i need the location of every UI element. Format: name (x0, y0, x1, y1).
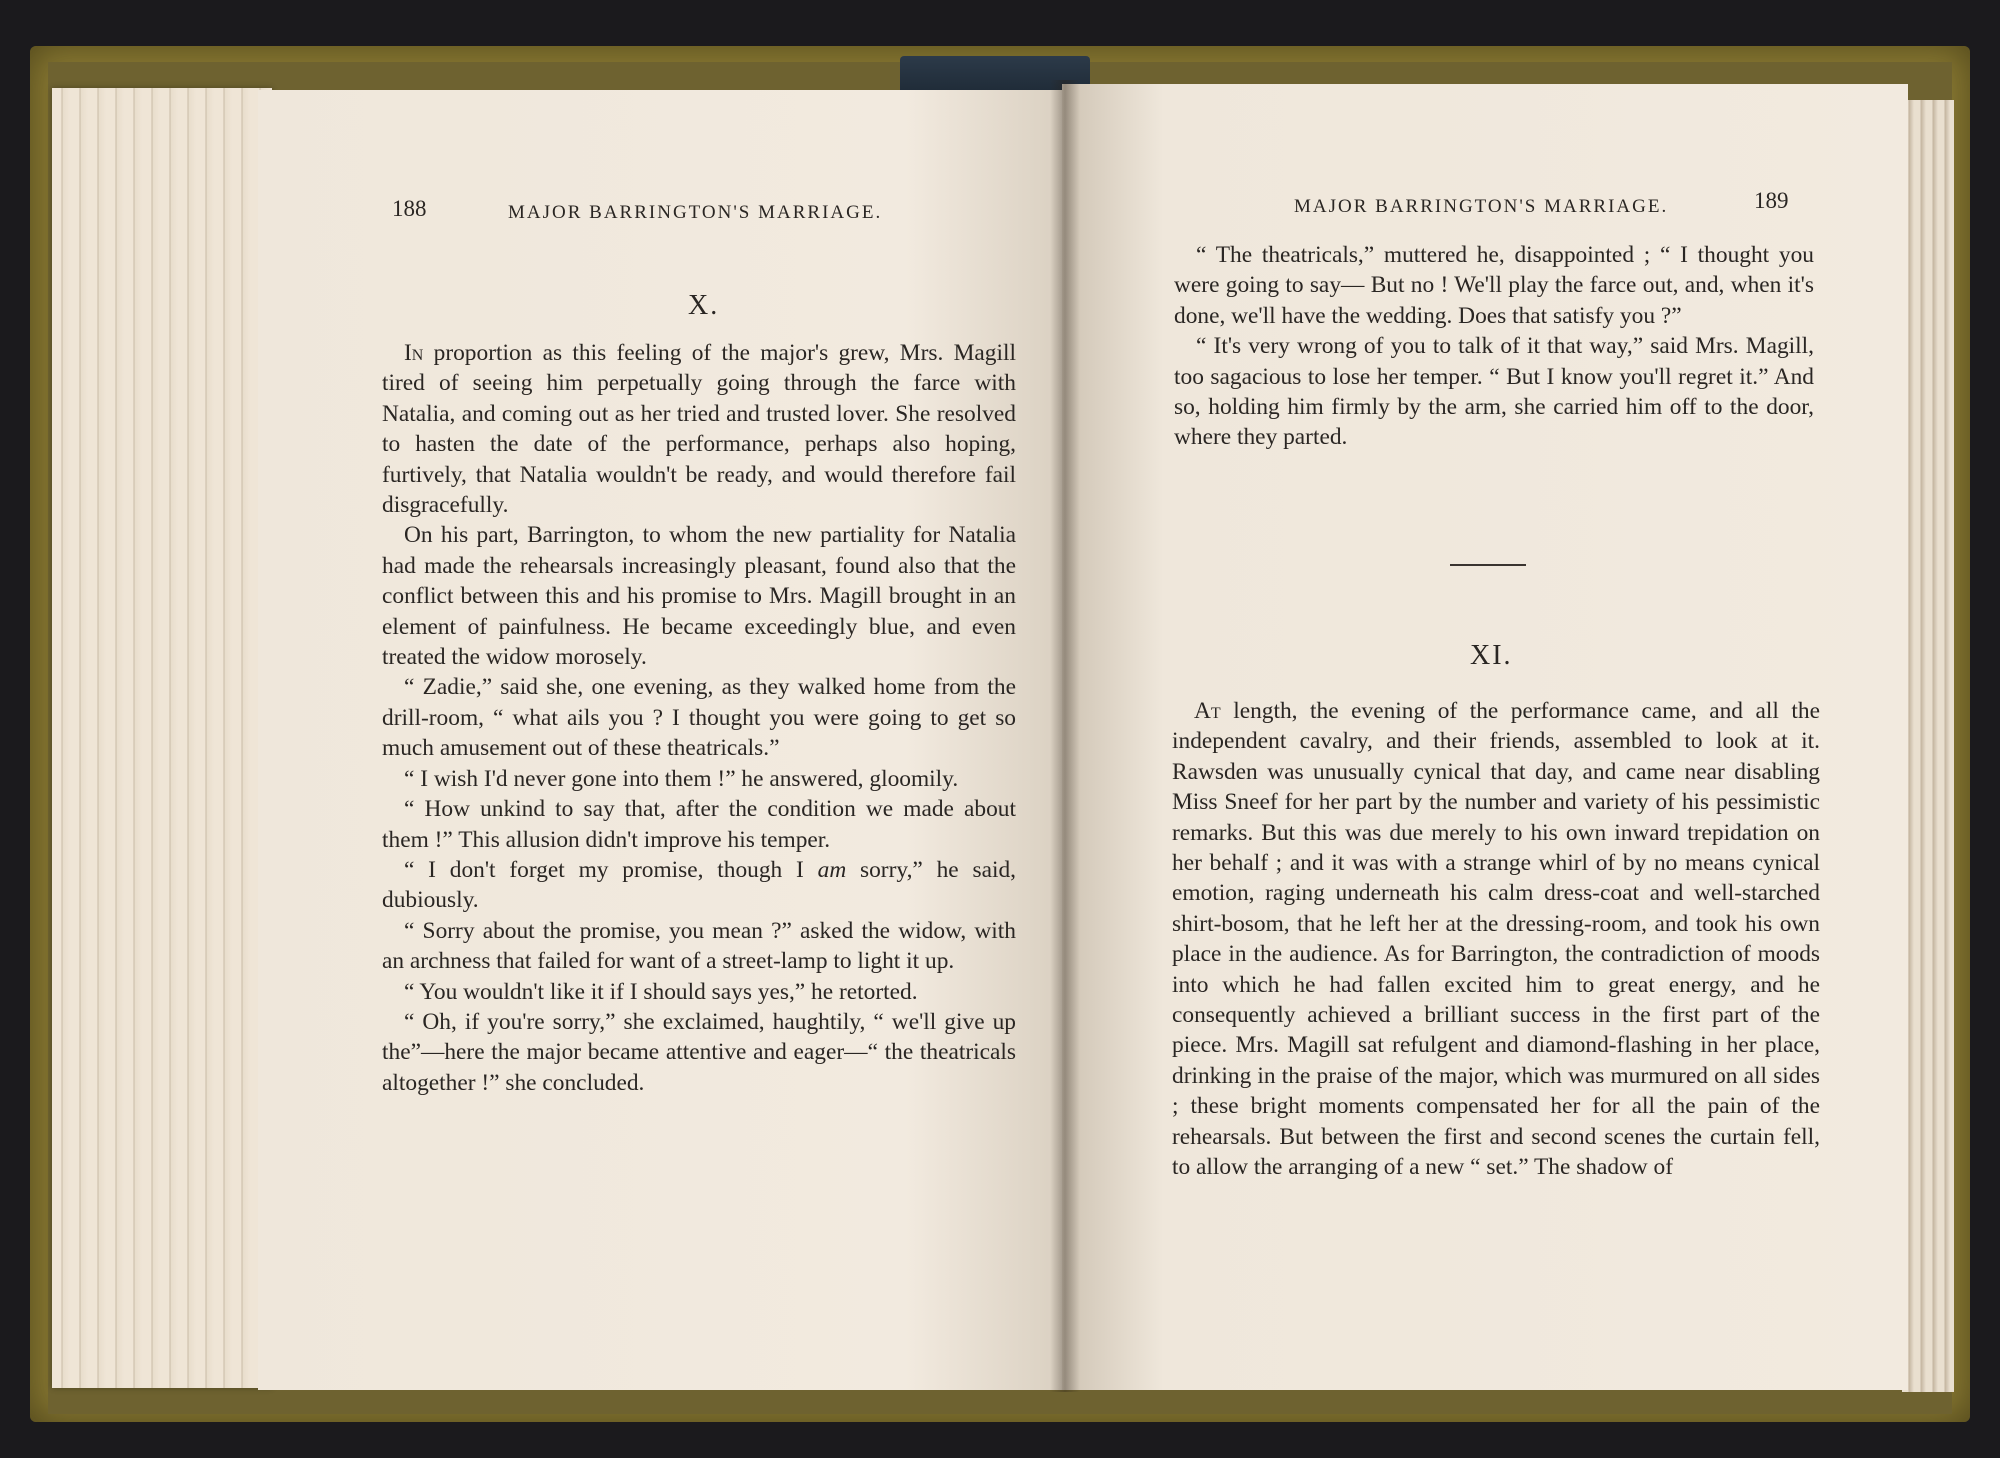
paragraph: “ Zadie,” said she, one evening, as they walked home from the drill-room, “ what ails you ? I thought you were going to get so much amusement out of these theatricals.” (382, 674, 1016, 762)
running-head: MAJOR BARRINGTON'S MARRIAGE. (508, 202, 883, 223)
running-head: MAJOR BARRINGTON'S MARRIAGE. (1294, 196, 1669, 217)
paragraph: In proportion as this feeling of the major's grew, Mrs. Magill tired of seeing him perpetually going through the farce with Natalia, and coming out as her tried and trusted lover. She resolved to hasten the date of the performance, perhaps also hoping, furtively, that Natalia wouldn't be ready, and would therefore fail disgracefully. (382, 340, 1016, 519)
page-number: 188 (392, 196, 427, 221)
body-text-top (1174, 240, 1814, 453)
paragraph: At length, the evening of the performance came, and all the independent cavalry, and their friends, assembled to look at it. Rawsden was unusually cynical that day, and came near disabling Miss Sneef for her part by the number and variety of his pessimistic remarks. But this was due merely to his own inward trepidation on her behalf ; and it was with a strange whirl of by no means cynical emotion, raging underneath his calm dress-coat and well-starched shirt-bosom, that he left her at the dressing-room, and took his own place in the audience. As for Barrington, the contradiction of moods into which he had fallen excited him to great energy, and he consequently achieved a brilliant success in the first part of the piece. Mrs. Magill sat refulgent and diamond-flashing in her place, drinking in the praise of the major, which was murmured on all sides ; these bright moments compensated her for all the pain of the rehearsals. But between the first and second scenes the curtain fell, to allow the arranging of a new “ set.” The shadow of (1172, 698, 1820, 1181)
paragraph: On his part, Barrington, to whom the new partiality for Natalia had made the rehearsals increasingly pleasant, found also that the conflict between this and his promise to Mrs. Magill brought in an element of painfulness. He became exceedingly blue, and even treated the widow morosely. (382, 522, 1016, 671)
paragraph: “ How unkind to say that, after the condition we made about them !” This allusion didn't improve his temper. (382, 796, 1016, 853)
section-rule (1450, 564, 1526, 566)
page-edges-right (1902, 100, 1954, 1392)
paragraph: “ You wouldn't like it if I should says yes,” he retorted. (404, 978, 918, 1005)
paragraph: “ Oh, if you're sorry,” she exclaimed, haughtily, “ we'll give up the”—here the major became attentive and eager—“ the theatricals altogether !” she concluded. (382, 1008, 1016, 1096)
paragraph: “ It's very wrong of you to talk of it that way,” said Mrs. Magill, too sagacious to lose her temper. “ But I know you'll regret it.” And so, holding him firmly by the arm, she carried him off to the door, where they parted. (1174, 333, 1814, 451)
drop-cap: In (404, 340, 424, 366)
chapter-heading: XI. (1470, 640, 1513, 671)
paragraph: “ Sorry about the promise, you mean ?” asked the widow, with an archness that failed for want of a street-lamp to light it up. (382, 917, 1016, 975)
gutter-shadow (1050, 80, 1080, 1392)
page-edges-left (52, 88, 272, 1388)
right-page (1062, 84, 1908, 1390)
emphasis: am (817, 856, 847, 883)
chapter-heading: X. (688, 290, 720, 321)
drop-cap: At (1194, 698, 1221, 724)
page-number: 189 (1754, 188, 1789, 213)
left-page (258, 90, 1068, 1390)
paragraph: “ I wish I'd never gone into them !” he answered, gloomily. (404, 765, 959, 792)
body-text (382, 338, 1016, 1098)
paragraph: “ I don't forget my promise, though I am sorry,” he said, dubiously. (382, 856, 1016, 914)
body-text-chapter (1172, 696, 1820, 1183)
paragraph: “ The theatricals,” muttered he, disappointed ; “ I thought you were going to say— But no ! We'll play the farce out, and, when it's done, we'll have the wedding. Does that satisfy you ?” (1174, 242, 1814, 329)
